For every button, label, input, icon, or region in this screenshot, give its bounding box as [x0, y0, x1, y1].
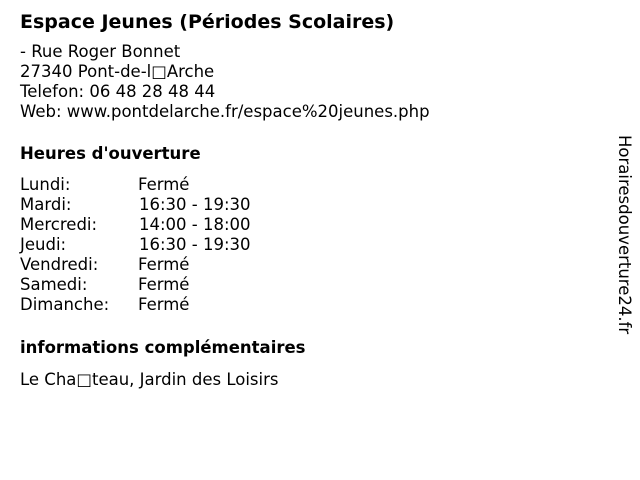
page-title: Espace Jeunes (Périodes Scolaires) [20, 11, 395, 33]
hours-time: Fermé [138, 295, 190, 314]
hours-time: Fermé [138, 175, 190, 194]
contact-block [20, 42, 600, 122]
business-card [20, 10, 600, 390]
additional-info-heading: informations complémentaires [20, 338, 306, 357]
hours-row-saturday [20, 275, 600, 295]
hours-row-sunday [20, 295, 600, 315]
street-address: - Rue Roger Bonnet [20, 42, 181, 61]
website-line: Web: www.pontdelarche.fr/espace%20jeunes.php [20, 102, 430, 121]
hours-row-thursday [20, 235, 600, 255]
city-address: 27340 Pont-de-l□Arche [20, 62, 215, 81]
hours-heading: Heures d'ouverture [20, 144, 201, 163]
hours-row-tuesday [20, 195, 600, 215]
hours-day: Lundi: [20, 175, 71, 194]
vertical-site-label: Horairesdouverture24.fr [615, 135, 634, 335]
hours-day: Jeudi: [20, 235, 67, 254]
hours-day: Vendredi: [20, 255, 99, 274]
hours-time: 16:30 - 19:30 [139, 235, 251, 254]
hours-day: Samedi: [20, 275, 88, 294]
hours-row-wednesday [20, 215, 600, 235]
hours-row-monday [20, 175, 600, 195]
hours-day: Mercredi: [20, 215, 98, 234]
hours-time: 14:00 - 18:00 [139, 215, 251, 234]
hours-time: Fermé [138, 255, 190, 274]
hours-time: 16:30 - 19:30 [139, 195, 251, 214]
phone-number: Telefon: 06 48 28 48 44 [20, 82, 216, 101]
hours-table [20, 175, 600, 315]
hours-day: Mardi: [20, 195, 72, 214]
additional-info-text: Le Cha□teau, Jardin des Loisirs [20, 370, 279, 389]
hours-day: Dimanche: [20, 295, 110, 314]
hours-time: Fermé [138, 275, 190, 294]
hours-row-friday [20, 255, 600, 275]
